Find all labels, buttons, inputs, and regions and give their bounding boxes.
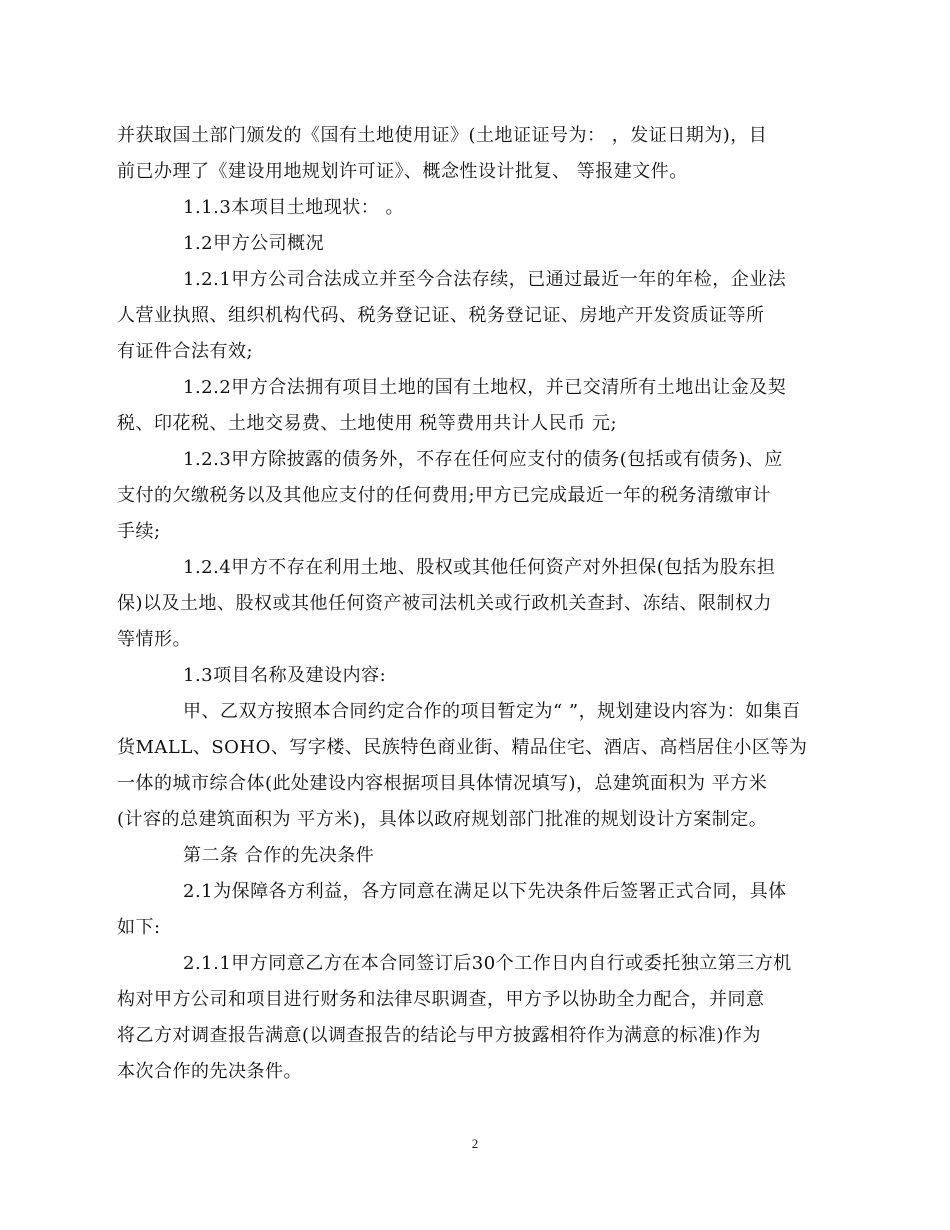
clause-1-2-3-line-3: 手续; <box>117 521 161 542</box>
clause-1-2-3-line-1: 1.2.3甲方除披露的债务外，不存在任何应支付的债务(包括或有债务)、应 <box>183 449 783 470</box>
clause-2-1-1-line-1: 2.1.1甲方同意乙方在本合同签订后30个工作日内自行或委托独立第三方机 <box>183 953 792 974</box>
project-description-line-2: 货MALL、SOHO、写字楼、民族特色商业街、精品住宅、酒店、高档居住小区等为 <box>117 737 808 758</box>
clause-1-2-1-line-1: 1.2.1甲方公司合法成立并至今合法存续，已通过最近一年的年检，企业法 <box>183 269 787 290</box>
clause-2-1-line-2: 如下: <box>117 917 161 938</box>
page-number: 2 <box>471 1136 479 1151</box>
clause-2-1-line-1: 2.1为保障各方利益，各方同意在满足以下先决条件后签署正式合同，具体 <box>183 881 787 902</box>
clause-1-2-3-line-2: 支付的欠缴税务以及其他应支付的任何费用;甲方已完成最近一年的税务清缴审计 <box>117 485 772 506</box>
document-body <box>117 118 847 1090</box>
clause-1-2-4-line-1: 1.2.4甲方不存在利用土地、股权或其他任何资产对外担保(包括为股东担 <box>183 557 776 578</box>
clause-1-2-1-line-3: 有证件合法有效; <box>117 341 254 362</box>
project-description-line-4: (计容的总建筑面积为 平方米)，具体以政府规划部门批准的规划设计方案制定。 <box>117 809 768 830</box>
clause-1-1-3: 1.1.3本项目土地现状： 。 <box>183 197 405 218</box>
clause-1-2-2-line-1: 1.2.2甲方合法拥有项目土地的国有土地权，并已交清所有土地出让金及契 <box>183 377 787 398</box>
text-line-land-certificate: 并获取国土部门颁发的《国有土地使用证》(土地证证号为： ，发证日期为)，目 <box>117 125 768 146</box>
clause-1-2-2-line-2: 税、印花税、土地交易费、土地使用 税等费用共计人民币 元; <box>117 413 618 434</box>
clause-2-1-1-line-3: 将乙方对调查报告满意(以调查报告的结论与甲方披露相符作为满意的标准)作为 <box>117 1025 762 1046</box>
section-heading-1-3: 1.3项目名称及建设内容: <box>183 665 387 686</box>
section-heading-1-2: 1.2甲方公司概况 <box>183 233 325 254</box>
clause-1-2-1-line-2: 人营业执照、组织机构代码、税务登记证、税务登记证、房地产开发资质证等所 <box>117 305 765 326</box>
project-description-line-3: 一体的城市综合体(此处建设内容根据项目具体情况填写)，总建筑面积为 平方米 <box>117 773 768 794</box>
clause-2-1-1-line-4: 本次合作的先决条件。 <box>117 1061 302 1082</box>
project-description-line-1: 甲、乙双方按照本合同约定合作的项目暂定为“ ”，规划建设内容为：如集百 <box>183 701 801 722</box>
clause-2-1-1-line-2: 构对甲方公司和项目进行财务和法律尽职调查，甲方予以协助全力配合，并同意 <box>117 989 765 1010</box>
article-2-heading: 第二条 合作的先决条件 <box>183 845 375 866</box>
clause-1-2-4-line-3: 等情形。 <box>117 629 191 650</box>
text-line-permits: 前已办理了《建设用地规划许可证》、概念性设计批复、 等报建文件。 <box>117 161 688 182</box>
clause-1-2-4-line-2: 保)以及土地、股权或其他任何资产被司法机关或行政机关查封、冻结、限制权力 <box>117 593 773 614</box>
